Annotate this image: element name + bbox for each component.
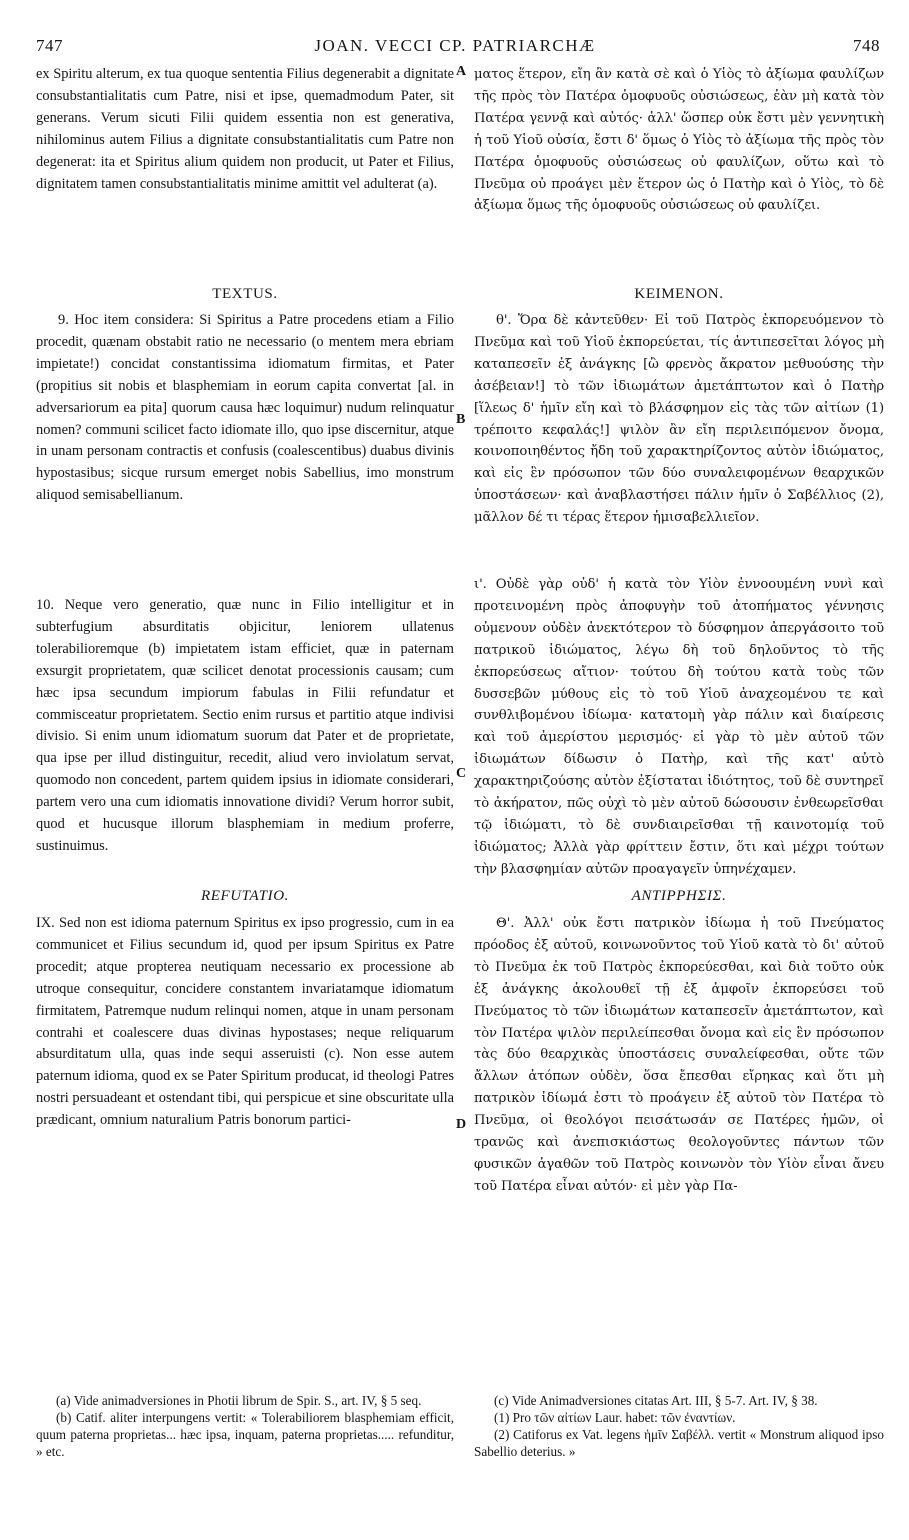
margin-letter-c: C: [456, 766, 467, 781]
refutatio-heading: REFUTATIO.: [200, 888, 290, 904]
greek-p10-text: ι'. Οὐδὲ γὰρ οὐδ' ἡ κατὰ τὸν Υἱὸν ἐννοουμένη νυνὶ καὶ προτεινομένη πρὸς ἀποφυγὴν τοῦ ἀτοπήματος γέννησις οὐμενουν οὐδὲν ἀνεκτότερον τὸ δύσφημον ἀπεργάσοιτο τοῦ πατρικοῦ ἰδιώματος, λέγω δὴ τοῦ δηλοῦντος τὸ τῆς ἐκπορεύσεως αἴτιον· τούτου δὴ τούτου κατὰ τοὺς τῶν δυσσεβῶν μύθους εἰς τὸ τοῦ Υἱοῦ ἀναχεομένου τε καὶ συνθλιβομένου ἰδίωμα· κατατομὴ γὰρ πάλιν καὶ διαίρεσις καὶ τοῦ ἀμερίστου μερισμός· εἰ γὰρ τὸ μὲν αὐτοῦ τῶν ἰδιωμάτων δίδωσιν ὁ Πατὴρ, καὶ τῆς κατ' αὐτὸ χαρακτηριζούσης αὐτὸν ἐξίσταται ἰδιότητος, τοῦ δὲ συντηρεῖ τὸ ἀκήρατον, πῶς οὐχὶ τὸ μὲν αὐτοῦ δώσουσιν ἐνθεωρεῖσθαι τῷ ἰδιώματι, τὸ δὲ συνδιαιρεῖσθαι τῇ καινοτομίᾳ τοῦ ἰδιώματος; Ἀλλὰ γὰρ φρίττειν ἔστιν, ὅτι καὶ μέχρι τούτων τὴν βλασφημίαν αὐτῶν προαγαγεῖν ὑπηνέχαμεν.: [474, 577, 884, 877]
greek-intro-text: ματος ἕτερον, εἴη ἂν κατὰ σὲ καὶ ὁ Υἱὸς τὸ ἀξίωμα φαυλίζων τῆς πρὸς τὸν Πατέρα ὁμοφυοῦς οὐσιώσεως, ἐὰν μὴ κατὰ τὸν Πατέρα γεννᾷ καὶ αὐτός· ἀλλ' ὥσπερ οὐκ ἔστι μὲν γεννητικὴ ἡ τοῦ Υἱοῦ οὐσία, ἔστι δ' ὅμως ὁ Υἱὸς τὸ ἀξίωμα τῆς πρὸς τὸν Πατέρα ὁμοφυοῦς οὐσιώσεως οὐ φαυλίζων, οὕτω καὶ τὸ Πνεῦμα οὐ προάγει μὲν ἕτερον ὡς ὁ Πατὴρ καὶ ὁ Υἱὸς, τὸ δὲ ἀξίωμα ὅμως τῆς ὁμοφυοῦς οὐσιώσεως οὐ φαυλίζει.: [474, 67, 884, 214]
keimenon-heading: ΚΕΙΜΕΝΟΝ.: [634, 286, 724, 302]
latin-p9-text: 9. Hoc item considera: Si Spiritus a Patre procedens etiam a Filio procedit, quænam obstabit ratio ne necessario (o mentem mera ebriam impietate!) concidat constantissima idiomatum firmitas, et Pater (propitius sit nobis et blasphemiam in eorum capita convertat [al. in adversariorum ea pita] quorum causa hæc loquimur) nudum relinquatur nomen? communi scilicet facto idiomate illo, quo ipse discernitur, atque in unam personam contractis et confusis (coalescentibus) duabus divinis hypostasibus; sicque rursum emerget nobis Sabellius, imo monstrum aliquod semisabellianum.: [36, 312, 454, 504]
footnote-1: (1) Pro τῶν αἰτίων Laur. habet: τῶν ἐναντίων.: [494, 1410, 736, 1425]
latin-paragraph-IX: [36, 913, 454, 1132]
page-header: [30, 36, 880, 64]
margin-letter-d: D: [456, 1117, 467, 1132]
latin-pIX-text: IX. Sed non est idioma paternum Spiritus ex ipso progressio, cum in ea communicet et Filius secundum id, quod per ipsum Spiritus ex Patre procedit; atque propterea neutiquam necessario ex processione ab utroque consequitur, concidere constantem invariatamque idiomatum firmitatem, Patremque nudum relinqui nomen, atque in unam personam contrahi et coalescere duas divinas hypostases; neque reliquarum absurditatum ulla, quas inde sequi asseruisti (c). Non esse autem paternum idioma, quod ex se Pater Spiritum producat, id theologi Patres nostri persuadeant et ostendant tibi, qui perspicue et sine obscuritate ulla prædicant, omnium naturalium Patris bonorum partici-: [36, 915, 454, 1129]
latin-paragraph-9: [36, 310, 454, 507]
textus-heading: TEXTUS.: [212, 286, 278, 302]
footnote-a: (a) Vide animadversiones in Photii librum de Spir. S., art. IV, § 5 seq.: [56, 1393, 422, 1408]
antirrhesis-heading: ΑΝΤΙΡΡΗΣΙΣ.: [631, 888, 727, 904]
page-number-left: 747: [36, 36, 63, 55]
greek-paragraph-IX: [474, 913, 884, 1198]
footnote-2: (2) Catiforus ex Vat. legens ἡμῖν Σαβέλλ. vertit « Monstrum aliquod ipso Sabellio deterius. »: [474, 1427, 884, 1459]
latin-intro: [36, 64, 454, 195]
footnote-b: (b) Catif. aliter interpungens vertit: « Tolerabiliorem blasphemiam efficit, quum paterna proprietas... hæc ipsa, inquam, paterna proprietas..... refunditur, » etc.: [36, 1410, 454, 1459]
running-title: JOAN. VECCI CP. PATRIARCHÆ: [314, 36, 596, 55]
greek-pIX-text: Θ'. Ἀλλ' οὐκ ἔστι πατρικὸν ἰδίωμα ἡ τοῦ Πνεύματος πρόοδος ἐξ αὐτοῦ, κοινωνοῦντος τοῦ Υἱοῦ κατὰ τὸ δι' αὐτοῦ τὸ Πνεῦμα ἐκ τοῦ Πατρὸς ἐκπορεύεσθαι, καὶ διὰ τοῦτο οὐκ ἐξ ἀνάγκης ἀκολουθεῖ τῇ ἐξ ἀμφοῖν ἐκπορεύσει τοῦ Πνεύματος τὸ τῶν ἰδιωμάτων καταπεσεῖν ἀμετάπτωτον, καὶ τὸν Πατέρα ψιλὸν περιλείπεσθαι ὄνομα καὶ εἰς ἓν πρόσωπον τὰς δύο θεαρχικὰς ὑποστάσεις συναλείφεσθαι, οὔτε τῶν ἄλλων ἀτόπων οὐδὲν, ὅσα ἔπεσθαι εἴρηκας καὶ ὅτι μὴ πατρικὸν ἰδίωμά ἐστι τὸ προάγειν ἐξ αὐτοῦ τὸν Πατέρα τὸ Πνεῦμα, οἱ θεολόγοι πεισάτωσάν σε Πατέρες ἡμῶν, οἱ τρανῶς καὶ ἀνεπισκιάστως θεολογοῦντες πάντων τῶν φυσικῶν ἀγαθῶν τοῦ Πατρὸς κοινωνὸν τὸν Υἱὸν εἶναι ἄνευ τοῦ Πατέρα εἶναι αὐτόν· εἰ μὲν γὰρ Πα-: [474, 916, 884, 1194]
greek-paragraph-10: [474, 574, 884, 881]
margin-letter-a: A: [456, 64, 467, 79]
greek-p9-text: θ'. Ὅρα δὲ κἀντεῦθεν· Εἰ τοῦ Πατρὸς ἐκπορευόμενον τὸ Πνεῦμα καὶ τοῦ Υἱοῦ ἐκπορεύεται, τίς ἀντιπεσεῖται λόγος μὴ καταπεσεῖν ἐξ ἀνάγκης [ὢ φρενὸς ἄκρατον μεθυούσης τὴν ἀσέβειαν!] τὸ τῶν ἰδιωμάτων ἀμετάπτωτον καὶ ὁ Πατὴρ [ἵλεως δ' ἡμῖν εἴη καὶ τὸ βλάσφημον εἰς τὰς τῶν αἰτίων (1) τρέποιτο κεφαλάς!] ψιλὸν ἂν εἴη περιλειπόμενον ὄνομα, κοινοποιηθέντος ἤδη τοῦ χαρακτηρίζοντος αὐτὸν ἰδιώματος, καὶ εἰς ἓν πρόσωπον τῶν δύο συναλειφομένων θεαρχικῶν ὑποστάσεων· καὶ ἀναβλαστήσει πάλιν ἡμῖν ὁ Σαβέλλιος (2), μᾶλλον δέ τι τέρας ἕτερον ἡμισαβελλιεῖον.: [474, 313, 884, 526]
footnotes-right: [474, 1392, 884, 1460]
latin-paragraph-10: [36, 595, 454, 858]
greek-intro: [474, 64, 884, 217]
greek-paragraph-9: [474, 310, 884, 529]
latin-p10-text: 10. Neque vero generatio, quæ nunc in Filio intelligitur et in subterfugium absurditatis objicitur, leniorem ullatenus tolerabilioremque (b) impietatem istam efficiet, quæ in paternam exsurgit proprietatem, quæ scilicet denotat processionis causam; cum hæc ipsa secundum impiorum fabulas in Filii refundatur et commisceatur proprietatem. Sectio enim rursus et partitio atque indivisi divisio. Si enim unum idiomatum suorum dat Pater et de proprietate, qua ipse per illud distinguitur, recedit, aliud vero inviolatum servat, quomodo non concedent, partem quidem ipsius in idiomate considerari, partem vero una cum idiomatis innovatione dividi? Verum horror subit, quod et hucusque illorum blasphemiam in medium proferre, sustinuimus.: [36, 597, 454, 854]
footnote-c: (c) Vide Animadversiones citatas Art. III, § 5-7. Art. IV, § 38.: [494, 1393, 818, 1408]
page-number-right: 748: [853, 36, 880, 55]
margin-letter-b: B: [456, 412, 466, 427]
footnotes-left: [36, 1392, 454, 1460]
latin-intro-text: ex Spiritu alterum, ex tua quoque sententia Filius degenerabit a dignitate consubstantialitatis cum Patre, nisi et ipse, quemadmodum Pater, sit generans. Verum sicuti Filii quidem essentia non est generativa, nihilominus autem Filius a dignitate consubstantialitatis cum Patre non degenerat: ita et Spiritus alium quidem non producit, ut Pater et Filius, dignitatem tamen consubstantialitatis minime amittit vel adulterat (a).: [36, 66, 454, 192]
